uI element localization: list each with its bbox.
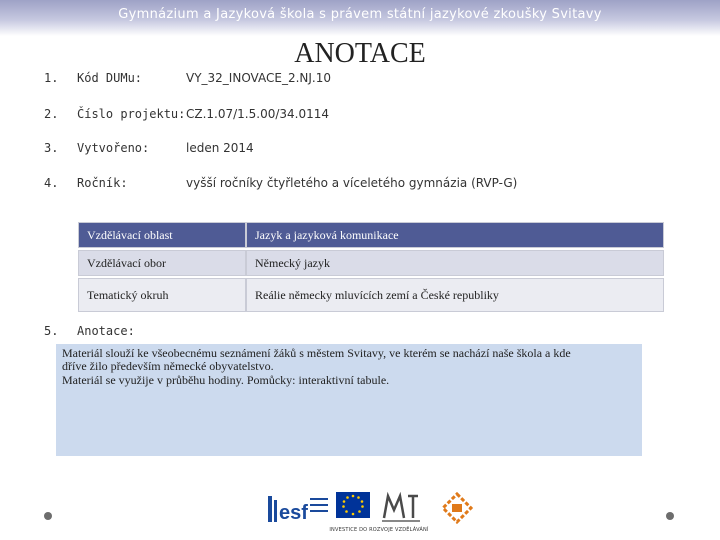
- table-cell-value: Německý jazyk: [246, 250, 664, 276]
- table-cell-value: Reálie německy mluvících zemí a České republiky: [246, 278, 664, 312]
- logo-caption: INVESTICE DO ROZVOJE VZDĚLÁVÁNÍ: [329, 527, 429, 533]
- table-row: [78, 222, 664, 248]
- row-value-vytvoreno: leden 2014: [186, 141, 254, 155]
- row-number: 4.: [44, 176, 59, 190]
- decorative-dot: [44, 512, 52, 520]
- education-area-table: [78, 220, 664, 314]
- table-cell-label: Vzdělávací obor: [78, 250, 246, 276]
- eu-flag-logo: [336, 492, 370, 518]
- row-label-vytvoreno: Vytvořeno:: [77, 141, 150, 155]
- annotation-line: Materiál se využije v průběhu hodiny. Pomůcky: interaktivní tabule.: [62, 372, 390, 387]
- logo-strip: [268, 490, 480, 536]
- row-label-cislo-projektu: Číslo projektu:: [77, 107, 186, 121]
- table-cell-label: Tematický okruh: [78, 278, 246, 312]
- school-name-header: Gymnázium a Jazyková škola s právem státní jazykové zkoušky Svitavy: [118, 7, 602, 22]
- annotation-line: dříve žilo především německé obyvatelstvo.: [62, 359, 274, 374]
- esf-logo: [268, 492, 330, 526]
- row-number: 2.: [44, 107, 59, 121]
- annotation-text-box: [56, 344, 642, 456]
- msmt-logo: [378, 490, 424, 524]
- decorative-dot: [666, 512, 674, 520]
- row-number: 3.: [44, 141, 59, 155]
- table-cell-label: Vzdělávací oblast: [78, 222, 246, 248]
- row-value-cislo-projektu: CZ.1.07/1.5.00/34.0114: [186, 107, 330, 121]
- row-value-kod-dumu: VY_32_INOVACE_2.NJ.10: [186, 71, 332, 85]
- annotation-label: Anotace:: [77, 324, 135, 338]
- row-number: 5.: [44, 324, 59, 338]
- op-vk-logo: [440, 492, 474, 524]
- table-cell-value: Jazyk a jazyková komunikace: [246, 222, 664, 248]
- annotation-line: Materiál slouží ke všeobecnému seznámení žáků s městem Svitavy, ve kterém se nachází naše škola a kde: [62, 346, 571, 360]
- row-label-rocnik: Ročník:: [77, 176, 128, 190]
- esf-logo-text: esf: [279, 502, 308, 524]
- row-label-kod-dumu: Kód DUMu:: [77, 71, 143, 85]
- table-row: [78, 278, 664, 312]
- row-number: 1.: [44, 71, 59, 85]
- slide-title: ANOTACE: [294, 38, 426, 69]
- table-row: [78, 250, 664, 276]
- row-value-rocnik: vyšší ročníky čtyřletého a víceletého gymnázia (RVP-G): [186, 176, 518, 190]
